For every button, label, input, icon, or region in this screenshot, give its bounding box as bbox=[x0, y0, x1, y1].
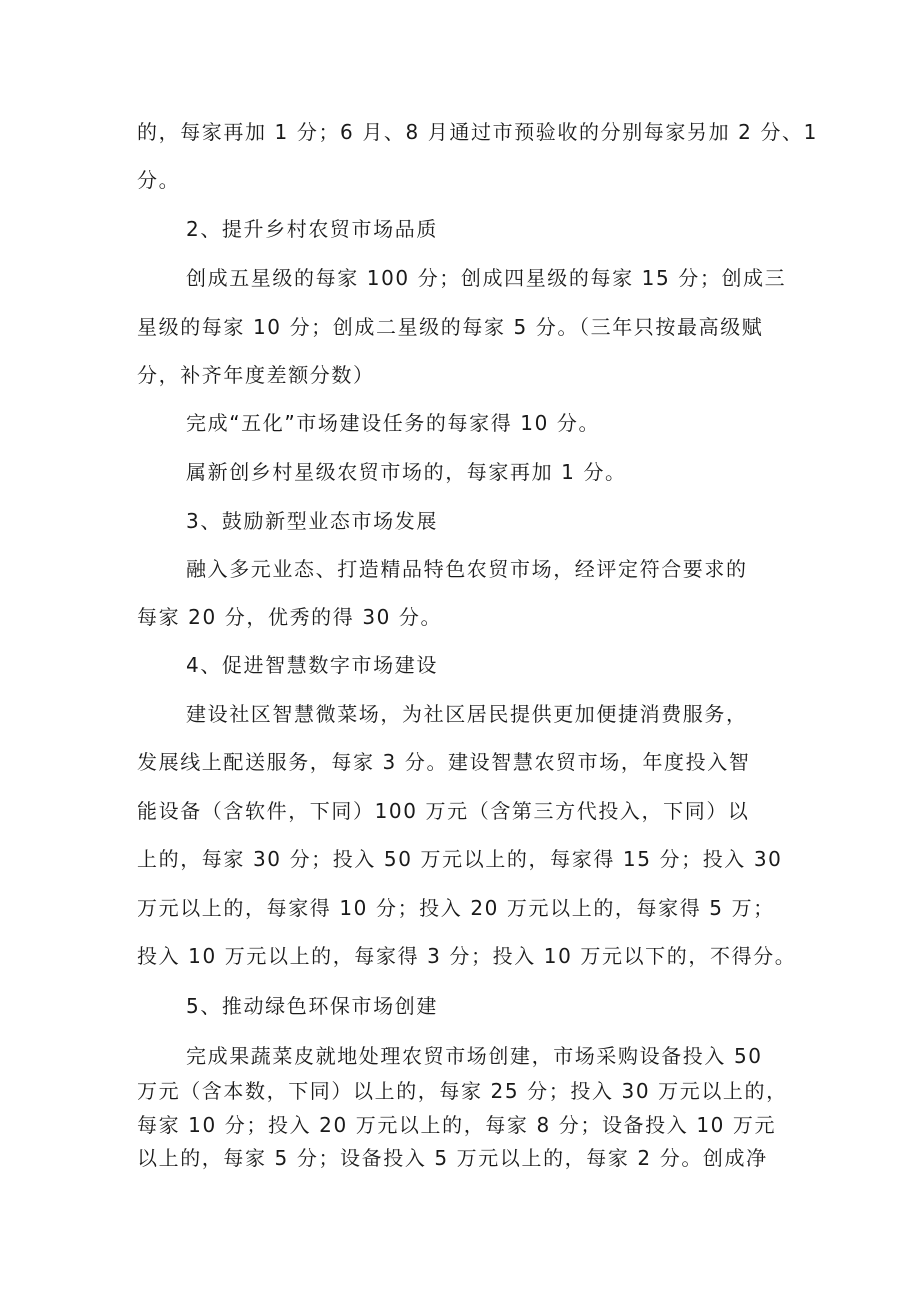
paragraph-line: 上的，每家 30 分；投入 50 万元以上的，每家得 15 分；投入 30 bbox=[137, 847, 783, 871]
paragraph-line: 星级的每家 10 分；创成二星级的每家 5 分。（三年只按最高级赋 bbox=[137, 315, 764, 339]
paragraph-line: 每家 10 分；投入 20 万元以上的，每家 8 分；设备投入 10 万元 bbox=[137, 1113, 777, 1137]
paragraph-line: 万元以上的，每家得 10 分；投入 20 万元以上的，每家得 5 万； bbox=[137, 896, 775, 920]
section-heading: 2、提升乡村农贸市场品质 bbox=[186, 217, 438, 241]
paragraph-line: 万元（含本数，下同）以上的，每家 25 分；投入 30 万元以上的， bbox=[137, 1079, 788, 1103]
paragraph-line: 分。 bbox=[137, 168, 181, 192]
section-heading: 4、促进智慧数字市场建设 bbox=[186, 653, 438, 677]
paragraph-line: 能设备（含软件，下同）100 万元（含第三方代投入，下同）以 bbox=[137, 799, 750, 823]
section-heading: 5、推动绿色环保市场创建 bbox=[186, 994, 438, 1018]
paragraph-line: 创成五星级的每家 100 分；创成四星级的每家 15 分；创成三 bbox=[186, 266, 787, 290]
paragraph-line: 以上的，每家 5 分；设备投入 5 万元以上的，每家 2 分。创成净 bbox=[137, 1146, 768, 1170]
paragraph-line: 建设社区智慧微菜场，为社区居民提供更加便捷消费服务， bbox=[186, 702, 748, 726]
paragraph-line: 完成“五化”市场建设任务的每家得 10 分。 bbox=[186, 411, 601, 435]
paragraph-line: 分，补齐年度差额分数） bbox=[137, 363, 375, 387]
section-heading: 3、鼓励新型业态市场发展 bbox=[186, 509, 438, 533]
paragraph-line: 属新创乡村星级农贸市场的，每家再加 1 分。 bbox=[186, 460, 627, 484]
paragraph-line: 投入 10 万元以上的，每家得 3 分；投入 10 万元以下的，不得分。 bbox=[137, 944, 797, 968]
paragraph-line: 每家 20 分，优秀的得 30 分。 bbox=[137, 605, 443, 629]
paragraph-line: 融入多元业态、打造精品特色农贸市场，经评定符合要求的 bbox=[186, 557, 748, 581]
paragraph-line: 发展线上配送服务，每家 3 分。建设智慧农贸市场，年度投入智 bbox=[137, 750, 751, 774]
paragraph-line: 完成果蔬菜皮就地处理农贸市场创建，市场采购设备投入 50 bbox=[186, 1044, 763, 1068]
paragraph-line: 的，每家再加 1 分；6 月、8 月通过市预验收的分别每家另加 2 分、1 bbox=[137, 120, 818, 144]
